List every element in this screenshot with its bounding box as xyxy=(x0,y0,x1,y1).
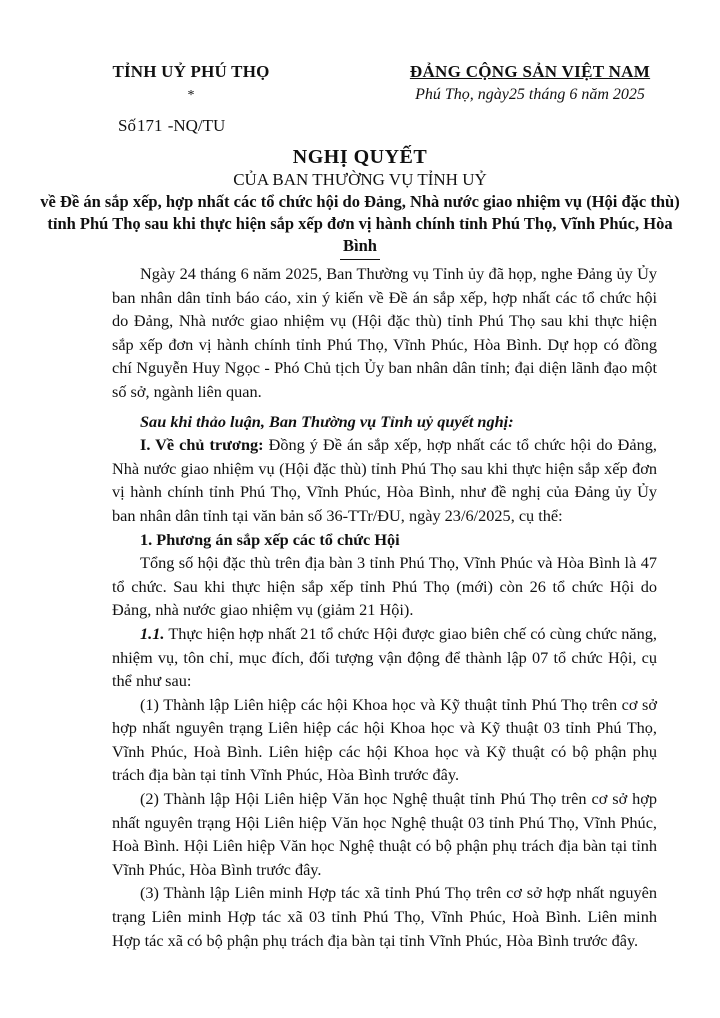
number-value: 171 xyxy=(136,116,163,135)
item11-text: Thực hiện hợp nhất 21 tổ chức Hội được giao biên chế có cùng chức năng, nhiệm vụ, tôn chỉ, mục đích, đối tượng vận động để thành lập 07 tổ chức Hội, cụ thể như sau: xyxy=(112,623,657,691)
section1-heading: I. Về chủ trương: xyxy=(140,435,264,455)
star-mark: * xyxy=(187,88,195,103)
intro-paragraph: Ngày 24 tháng 6 năm 2025, Ban Thường vụ Tỉnh ủy đã họp, nghe Đảng ủy Ủy ban nhân dân tỉnh báo cáo, xin ý kiến về Đề án sắp xếp, hợp nhất các tổ chức hội do Đảng, Nhà nước giao nhiệm vụ (Hội đặc thù) tỉnh Phú Thọ sau khi thực hiện sắp xếp đơn vị hành chính tỉnh Phú Thọ, Vĩnh Phúc, Hòa Bình. Dự họp có đồng chí Nguyễn Huy Ngọc - Phó Chủ tịch Ủy ban nhân dân tỉnh; đại diện lãnh đạo một số sở, ngành liên quan. xyxy=(112,264,657,401)
document-body xyxy=(112,262,657,952)
title-divider xyxy=(340,259,380,260)
document-number xyxy=(118,116,225,136)
item11-paragraph xyxy=(112,622,657,693)
organization-name: TỈNH UỶ PHÚ THỌ xyxy=(112,62,270,81)
issuer-block xyxy=(96,62,286,104)
section1-paragraph xyxy=(112,433,657,527)
party-name: ĐẢNG CỘNG SẢN VIỆT NAM xyxy=(409,62,651,81)
point-1: (1) Thành lập Liên hiệp các hội Khoa học và Kỹ thuật tỉnh Phú Thọ trên cơ sở hợp nhất nguyên trạng Liên hiệp các hội Khoa học và Kỹ thuật 03 tỉnh Phú Thọ, Vĩnh Phúc, Hoà Bình. Liên hiệp các hội Khoa học và Kỹ thuật có bộ phận phụ trách địa bàn tại tỉnh Vĩnh Phúc, Hòa Bình trước đây. xyxy=(112,694,657,785)
party-block xyxy=(380,62,680,104)
document-subject: về Đề án sắp xếp, hợp nhất các tổ chức hội do Đảng, Nhà nước giao nhiệm vụ (Hội đặc thù) tỉnh Phú Thọ sau khi thực hiện sắp xếp đơn vị hành chính tỉnh Phú Thọ, Vĩnh Phúc, Hòa Bình xyxy=(40,192,680,255)
document-issuer: CỦA BAN THƯỜNG VỤ TỈNH UỶ xyxy=(233,170,487,189)
point-3: (3) Thành lập Liên minh Hợp tác xã tỉnh Phú Thọ trên cơ sở hợp nhất nguyên trạng Liên minh Hợp tác xã 03 tỉnh Phú Thọ, Vĩnh Phúc, Hoà Bình. Liên minh Hợp tác xã có bộ phận phụ trách địa bàn tại tỉnh Vĩnh Phúc, Hòa Bình trước đây. xyxy=(112,883,657,950)
sub1-paragraph: Tổng số hội đặc thù trên địa bàn 3 tỉnh Phú Thọ, Vĩnh Phúc và Hòa Bình là 47 tổ chức. Sau khi thực hiện sắp xếp tỉnh Phú Thọ (mới) còn 26 tổ chức Hội do Đảng, nhà nước giao nhiệm vụ (giảm 21 Hội). xyxy=(112,553,657,620)
sub1-heading: 1. Phương án sắp xếp các tổ chức Hội xyxy=(140,529,400,549)
decision-lead: Sau khi thảo luận, Ban Thường vụ Tỉnh uỷ quyết nghị: xyxy=(140,411,514,431)
document-type: NGHỊ QUYẾT xyxy=(292,146,428,168)
number-suffix: -NQ/TU xyxy=(167,116,226,135)
point-2: (2) Thành lập Hội Liên hiệp Văn học Nghệ thuật tỉnh Phú Thọ trên cơ sở hợp nhất nguyên trạng Hội Liên hiệp Văn học Nghệ thuật 03 tỉnh Phú Thọ, Vĩnh Phúc, Hoà Bình. Hội Liên hiệp Văn học Nghệ thuật có bộ phận phụ trách địa bàn tại tỉnh Vĩnh Phúc, Hòa Bình trước đây. xyxy=(112,789,657,879)
item11-label: 1.1. xyxy=(140,623,165,643)
dateline: Phú Thọ, ngày25 tháng 6 năm 2025 xyxy=(415,86,645,103)
title-block xyxy=(40,146,680,260)
section1-text: Đồng ý Đề án sắp xếp, hợp nhất các tổ chức hội do Đảng, Nhà nước giao nhiệm vụ (Hội đặc thù) tỉnh Phú Thọ sau khi thực hiện sắp xếp đơn vị hành chính tỉnh Phú Thọ, Vĩnh Phúc, Hòa Bình, như đề nghị của Đảng ủy Ủy ban nhân dân tỉnh tại văn bản số 36-TTr/ĐU, ngày 23/6/2025, cụ thể: xyxy=(112,435,657,525)
number-prefix: Số xyxy=(118,116,136,135)
